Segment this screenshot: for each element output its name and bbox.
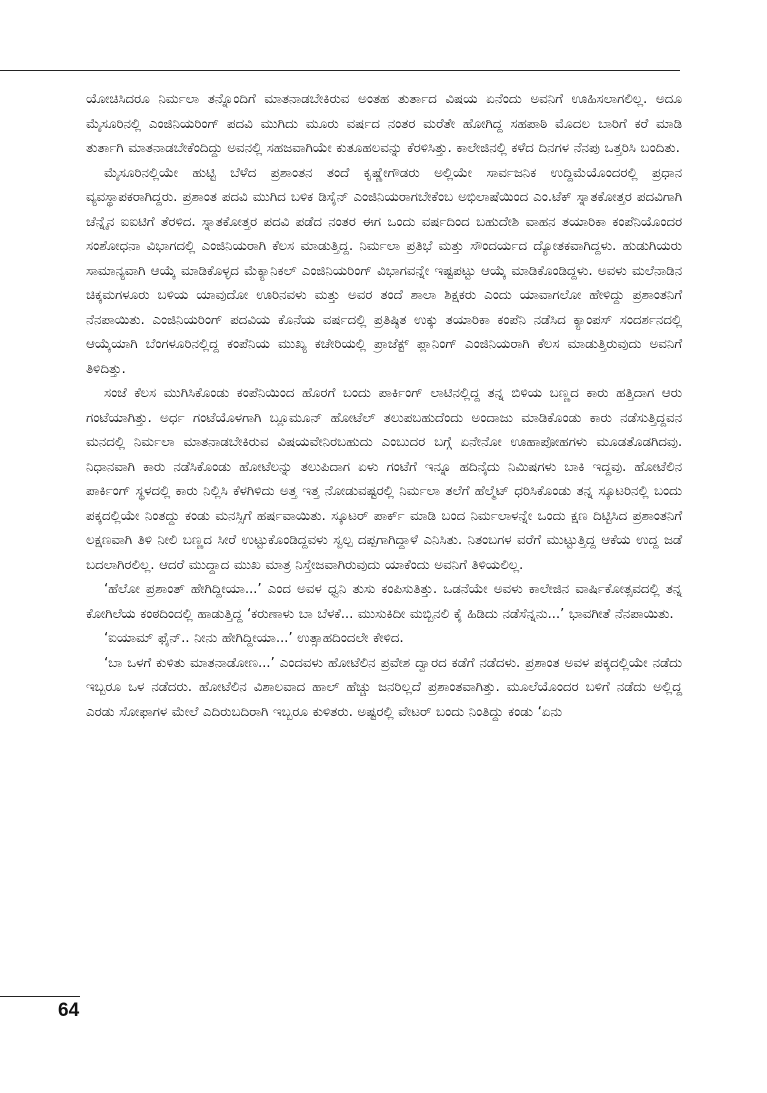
- body-text: [86, 87, 682, 724]
- paragraph-6: ‘ಬಾ ಒಳಗೆ ಕುಳಿತು ಮಾತನಾಡೋಣ...’ ಎಂದವಳು ಹೋಟೆಲಿನ ಪ್ರವೇಶ ದ್ವಾರದ ಕಡೆಗೆ ನಡೆದಳು. ಪ್ರಶಾಂತ ಅವಳ ಪಕ್ಕದಲ್ಲಿಯೇ ನಡೆದು ಇಬ್ಬರೂ ಒಳ ನಡೆದರು. ಹೋಟೆಲಿನ ವಿಶಾಲವಾದ ಹಾಲ್ ಹೆಚ್ಚು ಜನರಿಲ್ಲದೆ ಪ್ರಶಾಂತವಾಗಿತ್ತು. ಮೂಲೆಯೊಂದರ ಬಳಿಗೆ ನಡೆದು ಅಲ್ಲಿದ್ದ ಎರಡು ಸೋಫಾಗಳ ಮೇಲೆ ಎದಿರುಬದಿರಾಗಿ ಇಬ್ಬರೂ ಕುಳಿತರು. ಅಷ್ಟರಲ್ಲಿ ವೇಟರ್ ಬಂದು ನಿಂತಿದ್ದು ಕಂಡು ‘ಏನು: [86, 654, 682, 720]
- paragraph-4: ‘ಹೆಲೋ ಪ್ರಶಾಂತ್ ಹೇಗಿದ್ದೀಯಾ...’ ಎಂದ ಅವಳ ಧ್ವನಿ ತುಸು ಕಂಪಿಸುತಿತ್ತು. ಒಡನೆಯೇ ಅವಳು ಕಾಲೇಜಿನ ವಾರ್ಷಿಕೋತ್ಸವದಲ್ಲಿ ತನ್ನ ಕೋಗಿಲೆಯ ಕಂಠದಿಂದಲ್ಲಿ ಹಾಡುತ್ತಿದ್ದ ‘ಕರುಣಾಳು ಬಾ ಬೆಳಕೆ... ಮುಸುಕಿದೀ ಮಬ್ಬಿನಲಿ ಕೈ ಹಿಡಿದು ನಡೆಸೆನ್ನನು...’ ಭಾವಗೀತೆ ನೆನಪಾಯಿತು.: [86, 581, 682, 622]
- paragraph-5: ‘ಐಯಾಮ್ ಫೈನ್.. ನೀನು ಹೇಗಿದ್ದೀಯಾ...’ ಉತ್ಸಾಹದಿಂದಲೇ ಕೇಳಿದ.: [104, 630, 404, 646]
- top-rule: [0, 70, 680, 71]
- page-number: 64: [58, 1000, 80, 1021]
- footer-rule: [0, 996, 80, 997]
- paragraph-3: ಸಂಜೆ ಕೆಲಸ ಮುಗಿಸಿಕೊಂಡು ಕಂಪೆನಿಯಿಂದ ಹೊರಗೆ ಬಂದು ಪಾರ್ಕಿಂಗ್ ಲಾಟಿನಲ್ಲಿದ್ದ ತನ್ನ ಬಿಳಿಯ ಬಣ್ಣದ ಕಾರು ಹತ್ತಿದಾಗ ಆರು ಗಂಟೆಯಾಗಿತ್ತು. ಅರ್ಧ ಗಂಟೆಯೊಳಗಾಗಿ ಬ್ಲೂಮೂನ್ ಹೋಟೆಲ್ ತಲುಪಬಹುದೆಂದು ಅಂದಾಜು ಮಾಡಿಕೊಂಡು ಕಾರು ನಡೆಸುತ್ತಿದ್ದವನ ಮನದಲ್ಲಿ ನಿರ್ಮಲಾ ಮಾತನಾಡಬೇಕಿರುವ ವಿಷಯವೇನಿರಬಹುದು ಎಂಬುದರ ಬಗ್ಗೆ ಏನೇನೋ ಊಹಾಪೋಹಗಳು ಮೂಡತೊಡಗಿದವು. ನಿಧಾನವಾಗಿ ಕಾರು ನಡೆಸಿಕೊಂಡು ಹೋಟೆಲನ್ನು ತಲುಪಿದಾಗ ಏಳು ಗಂಟೆಗೆ ಇನ್ನೂ ಹದಿನೈದು ನಿಮಿಷಗಳು ಬಾಕಿ ಇದ್ದವು. ಹೋಟೆಲಿನ ಪಾರ್ಕಿಂಗ್ ಸ್ಥಳದಲ್ಲಿ ಕಾರು ನಿಲ್ಲಿಸಿ ಕೆಳಗಿಳಿದು ಅತ್ತ ಇತ್ತ ನೋಡುವಷ್ಟರಲ್ಲಿ ನಿರ್ಮಲಾ ತಲೆಗೆ ಹೆಲ್ಮೆಟ್ ಧರಿಸಿಕೊಂಡು ತನ್ನ ಸ್ಕೂಟರಿನಲ್ಲಿ ಬಂದು ಪಕ್ಕದಲ್ಲಿಯೇ ನಿಂತದ್ದು ಕಂಡು ಮನಸ್ಸಿಗೆ ಹರ್ಷವಾಯಿತು. ಸ್ಕೂಟರ್ ಪಾರ್ಕ್ ಮಾಡಿ ಬಂದ ನಿರ್ಮಲಾಳನ್ನೇ ಒಂದು ಕ್ಷಣ ದಿಟ್ಟಿಸಿದ ಪ್ರಶಾಂತನಿಗೆ ಲಕ್ಷಣವಾಗಿ ತಿಳಿ ನೀಲಿ ಬಣ್ಣದ ಸೀರೆ ಉಟ್ಟುಕೊಂಡಿದ್ದವಳು ಸ್ವಲ್ಪ ದಪ್ಪಗಾಗಿದ್ದಾಳೆ ಎನಿಸಿತು. ನಿತಂಬಗಳ ವರೆಗೆ ಮುಟ್ಟುತ್ತಿದ್ದ ಆಕೆಯ ಉದ್ದ ಜಡೆ ಬದಲಾಗಿರಲಿಲ್ಲ. ಆದರೆ ಮುದ್ದಾದ ಮುಖ ಮಾತ್ರ ನಿಸ್ತೇಜವಾಗಿರುವುದು ಯಾಕೆಂದು ಅವನಿಗೆ ತಿಳಿಯಲಿಲ್ಲ.: [86, 385, 682, 573]
- paragraph-1: ಯೋಚಿಸಿದರೂ ನಿರ್ಮಲಾ ತನ್ನೊಂದಿಗೆ ಮಾತನಾಡಬೇಕಿರುವ ಅಂತಹ ತುರ್ತಾದ ವಿಷಯ ಏನೆಂದು ಅವನಿಗೆ ಊಹಿಸಲಾಗಲಿಲ್ಲ. ಅದೂ ಮೈಸೂರಿನಲ್ಲಿ ಎಂಜಿನಿಯರಿಂಗ್ ಪದವಿ ಮುಗಿದು ಮೂರು ವರ್ಷದ ನಂತರ ಮರೆತೇ ಹೋಗಿದ್ದ ಸಹಪಾಠಿ ಮೊದಲ ಬಾರಿಗೆ ಕರೆ ಮಾಡಿ ತುರ್ತಾಗಿ ಮಾತನಾಡಬೇಕೆಂದಿದ್ದು ಅವನಲ್ಲಿ ಸಹಜವಾಗಿಯೇ ಕುತೂಹಲವನ್ನು ಕೆರಳಿಸಿತ್ತು. ಕಾಲೇಜಿನಲ್ಲಿ ಕಳೆದ ದಿನಗಳ ನೆನಪು ಒತ್ತರಿಸಿ ಬಂದಿತು.: [86, 91, 682, 156]
- paragraph-2: ಮೈಸೂರಿನಲ್ಲಿಯೇ ಹುಟ್ಟಿ ಬೆಳೆದ ಪ್ರಶಾಂತನ ತಂದೆ ಕೃಷ್ಣೇಗೌಡರು ಅಲ್ಲಿಯೇ ಸಾರ್ವಜನಿಕ ಉದ್ದಿಮೆಯೊಂದರಲ್ಲಿ ಪ್ರಧಾನ ವ್ಯವಸ್ಥಾಪಕರಾಗಿದ್ದರು. ಪ್ರಶಾಂತ ಪದವಿ ಮುಗಿದ ಬಳಿಕ ಡಿಸೈನ್ ಎಂಜಿನಿಯರಾಗಬೇಕೆಂಬ ಅಭಿಲಾಷೆಯಿಂದ ಎಂ.ಟೆಕ್ ಸ್ನಾತಕೋತ್ತರ ಪದವಿಗಾಗಿ ಚೆನ್ನೈನ ಐಐಟಿಗೆ ತೆರಳಿದ. ಸ್ನಾತಕೋತ್ತರ ಪದವಿ ಪಡೆದ ನಂತರ ಈಗ ಒಂದು ವರ್ಷದಿಂದ ಬಹುದೇಶಿ ವಾಹನ ತಯಾರಿಕಾ ಕಂಪೆನಿಯೊಂದರ ಸಂಶೋಧನಾ ವಿಭಾಗದಲ್ಲಿ ಎಂಜಿನಿಯರಾಗಿ ಕೆಲಸ ಮಾಡುತ್ತಿದ್ದ. ನಿರ್ಮಲಾ ಪ್ರತಿಭೆ ಮತ್ತು ಸೌಂದರ್ಯದ ದ್ಯೋತಕವಾಗಿದ್ದಳು. ಹುಡುಗಿಯರು ಸಾಮಾನ್ಯವಾಗಿ ಆಯ್ಕೆ ಮಾಡಿಕೊಳ್ಳದ ಮೆಕ್ಯಾನಿಕಲ್ ಎಂಜಿನಿಯರಿಂಗ್ ವಿಭಾಗವನ್ನೇ ಇಷ್ಟಪಟ್ಟು ಆಯ್ಕೆ ಮಾಡಿಕೊಂಡಿದ್ದಳು. ಅವಳು ಮಲೆನಾಡಿನ ಚಿಕ್ಕಮಗಳೂರು ಬಳಿಯ ಯಾವುದೋ ಊರಿನವಳು ಮತ್ತು ಅವರ ತಂದೆ ಶಾಲಾ ಶಿಕ್ಷಕರು ಎಂದು ಯಾವಾಗಲೋ ಹೇಳಿದ್ದು ಪ್ರಶಾಂತನಿಗೆ ನೆನಪಾಯಿತು. ಎಂಜಿನಿಯರಿಂಗ್ ಪದವಿಯ ಕೊನೆಯ ವರ್ಷದಲ್ಲಿ ಪ್ರತಿಷ್ಠಿತ ಉಕ್ಕು ತಯಾರಿಕಾ ಕಂಪೆನಿ ನಡೆಸಿದ ಕ್ಯಾಂಪಸ್ ಸಂದರ್ಶನದಲ್ಲಿ ಆಯ್ಕೆಯಾಗಿ ಬೆಂಗಳೂರಿನಲ್ಲಿದ್ದ ಕಂಪೆನಿಯ ಮುಖ್ಯ ಕಚೇರಿಯಲ್ಲಿ ಪ್ರಾಜೆಕ್ಟ್ ಪ್ಲಾನಿಂಗ್ ಎಂಜಿನಿಯರಾಗಿ ಕೆಲಸ ಮಾಡುತ್ತಿರುವುದು ಅವನಿಗೆ ತಿಳಿದಿತ್ತು.: [86, 164, 682, 377]
